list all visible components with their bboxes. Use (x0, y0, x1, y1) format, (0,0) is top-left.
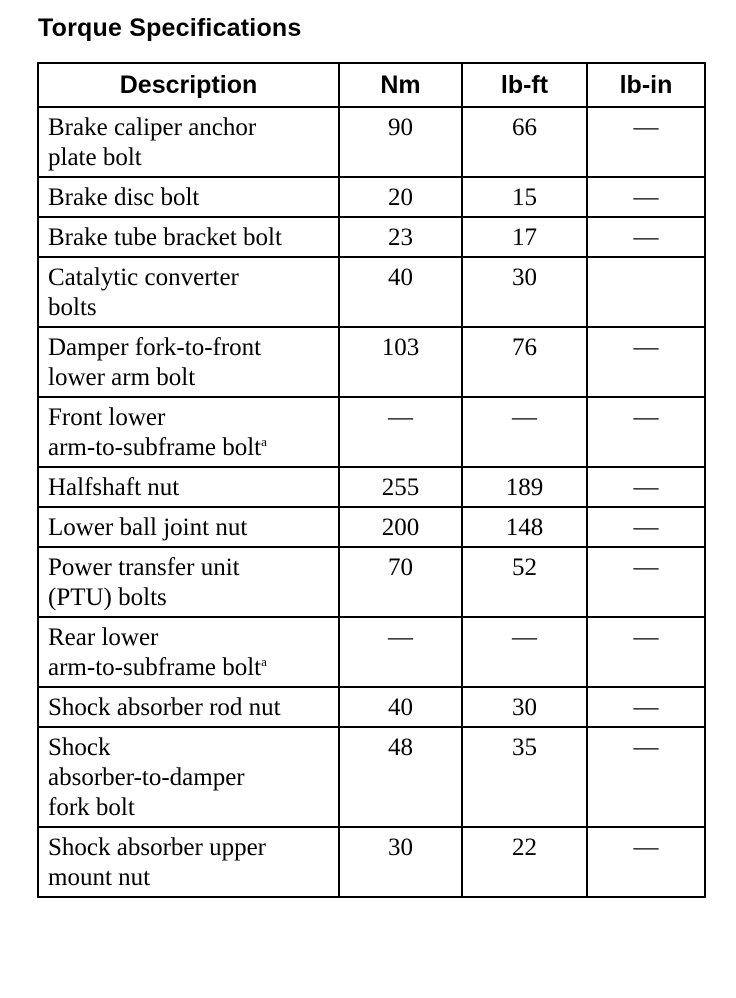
row-description (38, 217, 339, 257)
row-lbin (587, 257, 705, 327)
row-nm: 103 (339, 327, 462, 397)
row-lbft: 76 (462, 327, 587, 397)
row-nm: 40 (339, 687, 462, 727)
row-lbft: — (462, 397, 587, 467)
row-lbft: 30 (462, 257, 587, 327)
row-lbft: 15 (462, 177, 587, 217)
row-description (38, 177, 339, 217)
description-text: Brake disc bolt (48, 184, 200, 211)
table-row (38, 687, 705, 727)
footnote-marker: a (261, 434, 267, 449)
row-lbin: — (587, 327, 705, 397)
row-lbft: 66 (462, 107, 587, 177)
row-nm: 30 (339, 827, 462, 897)
row-description (38, 467, 339, 507)
description-text: Catalytic converter bolts (48, 264, 239, 321)
row-nm: 20 (339, 177, 462, 217)
row-lbft: 17 (462, 217, 587, 257)
row-description (38, 397, 339, 467)
row-lbft: 52 (462, 547, 587, 617)
row-nm: 48 (339, 727, 462, 827)
description-text: Shock absorber upper mount nut (48, 834, 266, 891)
row-lbin: — (587, 507, 705, 547)
row-description (38, 617, 339, 687)
description-text: Brake tube bracket bolt (48, 224, 282, 251)
page-title: Torque Specifications (38, 14, 302, 42)
footnote-marker: a (261, 654, 267, 669)
table-row (38, 467, 705, 507)
header-lbft: lb-ft (462, 63, 587, 107)
row-description (38, 687, 339, 727)
row-nm: 255 (339, 467, 462, 507)
header-nm: Nm (339, 63, 462, 107)
row-lbin: — (587, 107, 705, 177)
row-lbin: — (587, 397, 705, 467)
row-lbft: 189 (462, 467, 587, 507)
row-lbin: — (587, 177, 705, 217)
table-row (38, 257, 705, 327)
row-lbft: 30 (462, 687, 587, 727)
row-description (38, 327, 339, 397)
table-row (38, 507, 705, 547)
table-row (38, 397, 705, 467)
description-text: Shock absorber rod nut (48, 694, 281, 721)
table-row (38, 177, 705, 217)
description-text: Halfshaft nut (48, 474, 180, 501)
row-description (38, 547, 339, 617)
row-lbin: — (587, 217, 705, 257)
row-nm: 40 (339, 257, 462, 327)
row-lbin: — (587, 547, 705, 617)
row-lbin: — (587, 827, 705, 897)
description-text: Brake caliper anchor plate bolt (48, 114, 257, 171)
table-row (38, 617, 705, 687)
header-description: Description (38, 63, 339, 107)
row-lbin: — (587, 727, 705, 827)
row-description (38, 507, 339, 547)
row-lbft: 22 (462, 827, 587, 897)
row-nm: — (339, 397, 462, 467)
row-lbin: — (587, 687, 705, 727)
description-text: Shock absorber-to-damper fork bolt (48, 734, 245, 821)
description-text: Rear lower arm-to-subframe bolt (48, 624, 262, 681)
table-row (38, 217, 705, 257)
table-row (38, 727, 705, 827)
header-lbin: lb-in (587, 63, 705, 107)
row-description (38, 107, 339, 177)
table-body (38, 107, 705, 897)
description-text: Power transfer unit (PTU) bolts (48, 554, 240, 611)
row-nm: 23 (339, 217, 462, 257)
table-row (38, 827, 705, 897)
table-row (38, 107, 705, 177)
row-description (38, 257, 339, 327)
row-lbin: — (587, 467, 705, 507)
description-text: Front lower arm-to-subframe bolt (48, 404, 262, 461)
torque-spec-table (37, 62, 706, 898)
description-text: Damper fork-to-front lower arm bolt (48, 334, 262, 391)
row-lbft: 35 (462, 727, 587, 827)
row-lbft: — (462, 617, 587, 687)
row-nm: 70 (339, 547, 462, 617)
header-row (38, 63, 705, 107)
row-description (38, 827, 339, 897)
row-description (38, 727, 339, 827)
description-text: Lower ball joint nut (48, 514, 248, 541)
row-nm: 200 (339, 507, 462, 547)
row-lbft: 148 (462, 507, 587, 547)
row-nm: 90 (339, 107, 462, 177)
table-row (38, 547, 705, 617)
row-nm: — (339, 617, 462, 687)
table-row (38, 327, 705, 397)
row-lbin: — (587, 617, 705, 687)
